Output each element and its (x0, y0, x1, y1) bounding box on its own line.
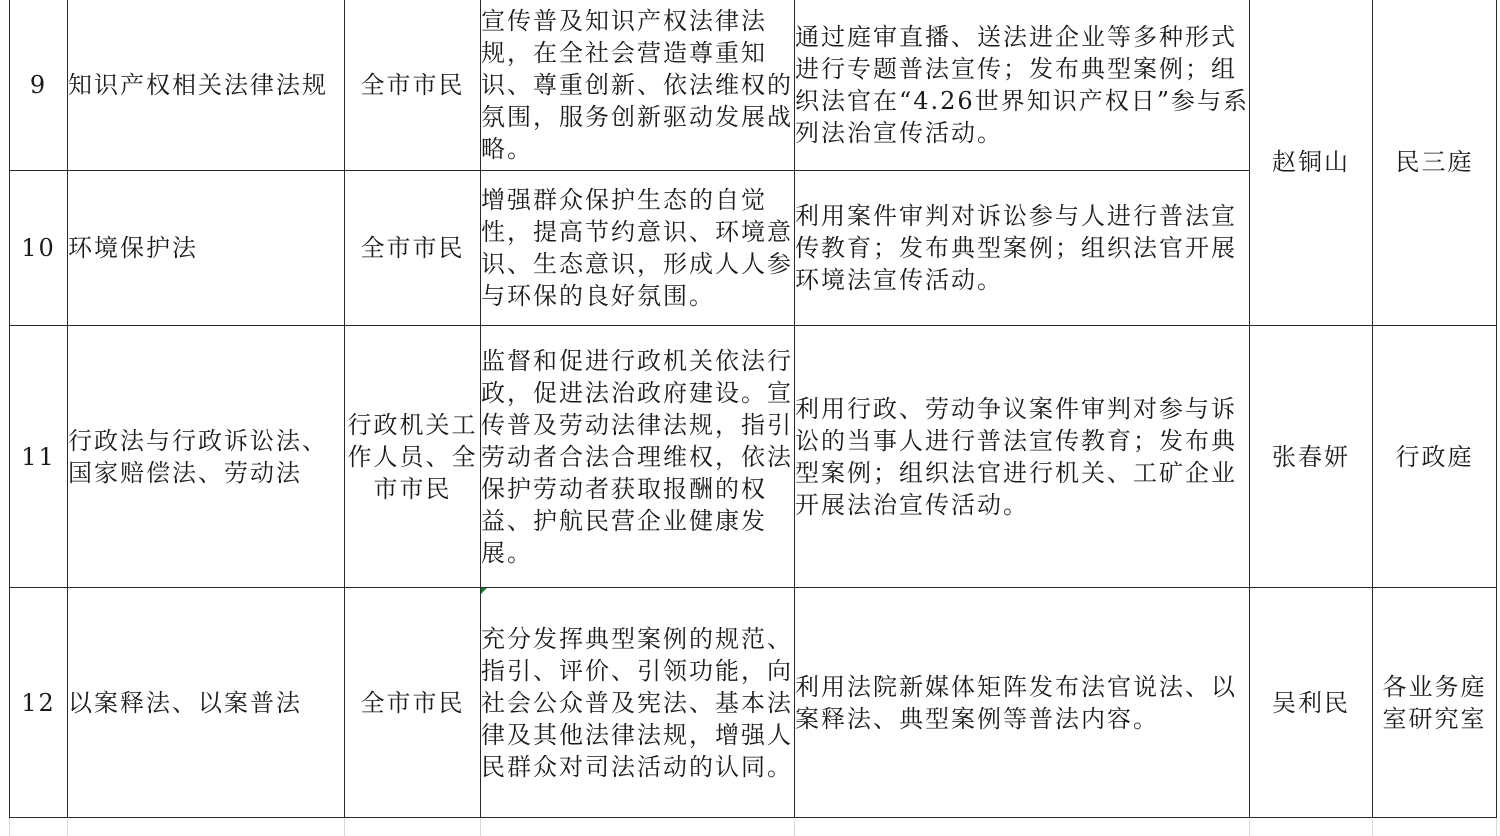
row-number: 9 (10, 0, 68, 171)
row-number: 11 (10, 326, 68, 588)
target-audience-cell: 全市市民 (345, 171, 481, 326)
target-audience-cell: 全市市民 (345, 0, 481, 171)
target-audience-cell: 全市市民 (345, 588, 481, 818)
department-cell: 民三庭 (1373, 0, 1497, 326)
responsible-person-cell: 吴利民 (1250, 588, 1373, 818)
department-cell: 各业务庭室研究室 (1373, 588, 1497, 818)
topic-cell: 行政法与行政诉讼法、国家赔偿法、劳动法 (68, 326, 345, 588)
table-row (10, 0, 1497, 171)
table-row (10, 326, 1497, 588)
method-cell: 通过庭审直播、送法进企业等多种形式进行专题普法宣传；发布典型案例；组织法官在“4.26世界知识产权日”参与系列法治宣传活动。 (795, 0, 1250, 171)
publicity-plan-table (9, 0, 1497, 836)
method-cell: 利用法院新媒体矩阵发布法官说法、以案释法、典型案例等普法内容。 (795, 588, 1250, 818)
responsible-person-cell: 张春妍 (1250, 326, 1373, 588)
department-cell: 行政庭 (1373, 326, 1497, 588)
goal-cell: 监督和促进行政机关依法行政，促进法治政府建设。宣传普及劳动法律法规，指引劳动者合法合理维权，依法保护劳动者获取报酬的权益、护航民营企业健康发展。 (481, 326, 795, 588)
topic-cell: 环境保护法 (68, 171, 345, 326)
method-cell: 利用案件审判对诉讼参与人进行普法宣传教育；发布典型案例；组织法官开展环境法宣传活动。 (795, 171, 1250, 326)
goal-cell: 宣传普及知识产权法律法规，在全社会营造尊重知识、尊重创新、依法维权的氛围，服务创新驱动发展战略。 (481, 0, 795, 171)
goal-cell: 充分发挥典型案例的规范、指引、评价、引领功能，向社会公众普及宪法、基本法律及其他法律法规，增强人民群众对司法活动的认同。 (481, 588, 795, 818)
row-number: 12 (10, 588, 68, 818)
topic-cell: 知识产权相关法律法规 (68, 0, 345, 171)
method-cell: 利用行政、劳动争议案件审判对参与诉讼的当事人进行普法宣传教育；发布典型案例；组织法官进行机关、工矿企业开展法治宣传活动。 (795, 326, 1250, 588)
topic-cell: 以案释法、以案普法 (68, 588, 345, 818)
target-audience-cell: 行政机关工作人员、全市市民 (345, 326, 481, 588)
table-row (10, 588, 1497, 818)
goal-cell: 增强群众保护生态的自觉性，提高节约意识、环境意识、生态意识，形成人人参与环保的良好氛围。 (481, 171, 795, 326)
responsible-person-cell: 赵铜山 (1250, 0, 1373, 326)
row-number: 10 (10, 171, 68, 326)
